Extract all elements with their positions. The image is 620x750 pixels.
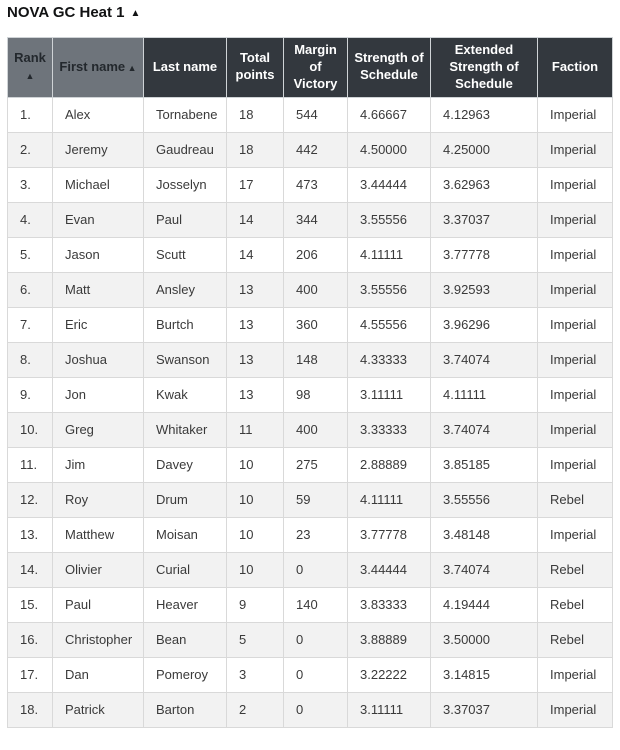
cell-faction: Imperial: [538, 272, 613, 307]
column-label: Last name: [152, 58, 218, 74]
cell-extended-strength-of-schedule: 3.14815: [431, 657, 538, 692]
cell-margin-of-victory: 400: [284, 412, 348, 447]
cell-strength-of-schedule: 3.22222: [348, 657, 431, 692]
cell-last-name: Swanson: [144, 342, 227, 377]
cell-rank: 1.: [8, 97, 53, 132]
column-label: Faction: [551, 58, 599, 74]
cell-total-points: 10: [227, 552, 284, 587]
cell-rank: 17.: [8, 657, 53, 692]
table-row: [8, 132, 613, 167]
cell-strength-of-schedule: 3.44444: [348, 167, 431, 202]
table-row: [8, 657, 613, 692]
cell-total-points: 10: [227, 482, 284, 517]
cell-faction: Imperial: [538, 202, 613, 237]
cell-last-name: Burtch: [144, 307, 227, 342]
cell-last-name: Ansley: [144, 272, 227, 307]
cell-faction: Imperial: [538, 237, 613, 272]
cell-strength-of-schedule: 3.11111: [348, 692, 431, 727]
cell-total-points: 14: [227, 237, 284, 272]
cell-margin-of-victory: 0: [284, 552, 348, 587]
table-row: [8, 167, 613, 202]
cell-first-name: Patrick: [53, 692, 144, 727]
cell-last-name: Scutt: [144, 237, 227, 272]
cell-extended-strength-of-schedule: 3.85185: [431, 447, 538, 482]
table-title-toggle[interactable]: [7, 4, 620, 21]
column-header-total-points[interactable]: [227, 38, 284, 98]
cell-extended-strength-of-schedule: 3.74074: [431, 342, 538, 377]
page-title: NOVA GC Heat 1: [7, 4, 125, 21]
cell-extended-strength-of-schedule: 4.11111: [431, 377, 538, 412]
cell-first-name: Paul: [53, 587, 144, 622]
cell-total-points: 13: [227, 272, 284, 307]
cell-total-points: 13: [227, 342, 284, 377]
cell-strength-of-schedule: 3.77778: [348, 517, 431, 552]
cell-extended-strength-of-schedule: 3.50000: [431, 622, 538, 657]
cell-rank: 9.: [8, 377, 53, 412]
column-header-first-name[interactable]: [53, 38, 144, 98]
cell-first-name: Matt: [53, 272, 144, 307]
table-row: [8, 552, 613, 587]
column-label: Margin of Victory: [293, 42, 338, 91]
column-label: Extended Strength of Schedule: [449, 42, 519, 91]
cell-strength-of-schedule: 3.33333: [348, 412, 431, 447]
cell-extended-strength-of-schedule: 3.92593: [431, 272, 538, 307]
cell-first-name: Alex: [53, 97, 144, 132]
cell-extended-strength-of-schedule: 4.19444: [431, 587, 538, 622]
column-label: First name: [59, 58, 126, 74]
cell-rank: 14.: [8, 552, 53, 587]
cell-strength-of-schedule: 3.55556: [348, 202, 431, 237]
cell-total-points: 14: [227, 202, 284, 237]
cell-faction: Imperial: [538, 377, 613, 412]
cell-first-name: Eric: [53, 307, 144, 342]
cell-strength-of-schedule: 4.11111: [348, 482, 431, 517]
cell-total-points: 17: [227, 167, 284, 202]
cell-margin-of-victory: 148: [284, 342, 348, 377]
cell-faction: Imperial: [538, 657, 613, 692]
table-row: [8, 517, 613, 552]
cell-total-points: 2: [227, 692, 284, 727]
cell-faction: Imperial: [538, 167, 613, 202]
cell-strength-of-schedule: 3.44444: [348, 552, 431, 587]
cell-margin-of-victory: 442: [284, 132, 348, 167]
cell-rank: 11.: [8, 447, 53, 482]
cell-strength-of-schedule: 4.55556: [348, 307, 431, 342]
cell-faction: Rebel: [538, 482, 613, 517]
sort-arrow-icon: ▲: [125, 62, 137, 73]
cell-faction: Rebel: [538, 552, 613, 587]
cell-margin-of-victory: 360: [284, 307, 348, 342]
cell-faction: Rebel: [538, 587, 613, 622]
cell-rank: 18.: [8, 692, 53, 727]
cell-last-name: Tornabene: [144, 97, 227, 132]
cell-strength-of-schedule: 4.50000: [348, 132, 431, 167]
cell-strength-of-schedule: 2.88889: [348, 447, 431, 482]
cell-extended-strength-of-schedule: 3.74074: [431, 412, 538, 447]
cell-last-name: Whitaker: [144, 412, 227, 447]
cell-first-name: Greg: [53, 412, 144, 447]
cell-margin-of-victory: 98: [284, 377, 348, 412]
cell-rank: 13.: [8, 517, 53, 552]
cell-first-name: Jeremy: [53, 132, 144, 167]
cell-first-name: Jon: [53, 377, 144, 412]
header-row: [8, 38, 613, 98]
table-row: [8, 237, 613, 272]
cell-last-name: Curial: [144, 552, 227, 587]
table-row: [8, 447, 613, 482]
cell-margin-of-victory: 206: [284, 237, 348, 272]
cell-rank: 7.: [8, 307, 53, 342]
cell-first-name: Michael: [53, 167, 144, 202]
cell-last-name: Bean: [144, 622, 227, 657]
cell-total-points: 11: [227, 412, 284, 447]
cell-margin-of-victory: 59: [284, 482, 348, 517]
cell-first-name: Roy: [53, 482, 144, 517]
table-row: [8, 587, 613, 622]
cell-last-name: Kwak: [144, 377, 227, 412]
cell-margin-of-victory: 140: [284, 587, 348, 622]
column-header-strength-of-schedule[interactable]: [348, 38, 431, 98]
table-row: [8, 622, 613, 657]
cell-rank: 5.: [8, 237, 53, 272]
cell-first-name: Matthew: [53, 517, 144, 552]
table-body: [8, 97, 613, 727]
cell-last-name: Davey: [144, 447, 227, 482]
cell-first-name: Joshua: [53, 342, 144, 377]
sort-arrow-icon: ▲: [25, 71, 35, 82]
cell-total-points: 10: [227, 517, 284, 552]
cell-rank: 3.: [8, 167, 53, 202]
cell-extended-strength-of-schedule: 3.62963: [431, 167, 538, 202]
cell-faction: Imperial: [538, 342, 613, 377]
cell-extended-strength-of-schedule: 4.12963: [431, 97, 538, 132]
cell-strength-of-schedule: 4.33333: [348, 342, 431, 377]
cell-strength-of-schedule: 3.83333: [348, 587, 431, 622]
cell-margin-of-victory: 0: [284, 657, 348, 692]
cell-extended-strength-of-schedule: 3.48148: [431, 517, 538, 552]
cell-margin-of-victory: 275: [284, 447, 348, 482]
table-row: [8, 412, 613, 447]
cell-first-name: Jim: [53, 447, 144, 482]
cell-first-name: Christopher: [53, 622, 144, 657]
cell-margin-of-victory: 23: [284, 517, 348, 552]
column-header-extended-strength-of-schedule[interactable]: [431, 38, 538, 98]
cell-first-name: Evan: [53, 202, 144, 237]
cell-faction: Imperial: [538, 692, 613, 727]
table-row: [8, 692, 613, 727]
cell-first-name: Olivier: [53, 552, 144, 587]
cell-faction: Imperial: [538, 97, 613, 132]
table-row: [8, 342, 613, 377]
cell-strength-of-schedule: 3.88889: [348, 622, 431, 657]
cell-margin-of-victory: 344: [284, 202, 348, 237]
table-row: [8, 482, 613, 517]
column-label: Strength of Schedule: [354, 50, 424, 83]
cell-total-points: 10: [227, 447, 284, 482]
cell-last-name: Heaver: [144, 587, 227, 622]
table-row: [8, 307, 613, 342]
cell-extended-strength-of-schedule: 3.37037: [431, 202, 538, 237]
cell-total-points: 3: [227, 657, 284, 692]
cell-faction: Imperial: [538, 132, 613, 167]
cell-strength-of-schedule: 4.11111: [348, 237, 431, 272]
standings-table: [7, 37, 613, 728]
cell-faction: Imperial: [538, 307, 613, 342]
cell-total-points: 18: [227, 132, 284, 167]
cell-faction: Imperial: [538, 447, 613, 482]
cell-last-name: Josselyn: [144, 167, 227, 202]
cell-total-points: 13: [227, 377, 284, 412]
cell-rank: 16.: [8, 622, 53, 657]
table-row: [8, 272, 613, 307]
cell-margin-of-victory: 400: [284, 272, 348, 307]
cell-last-name: Pomeroy: [144, 657, 227, 692]
cell-rank: 12.: [8, 482, 53, 517]
column-label: Rank: [14, 50, 46, 66]
cell-extended-strength-of-schedule: 3.74074: [431, 552, 538, 587]
cell-rank: 6.: [8, 272, 53, 307]
cell-last-name: Moisan: [144, 517, 227, 552]
cell-rank: 10.: [8, 412, 53, 447]
cell-rank: 4.: [8, 202, 53, 237]
cell-total-points: 13: [227, 307, 284, 342]
cell-margin-of-victory: 544: [284, 97, 348, 132]
cell-margin-of-victory: 473: [284, 167, 348, 202]
cell-margin-of-victory: 0: [284, 692, 348, 727]
cell-first-name: Jason: [53, 237, 144, 272]
cell-total-points: 5: [227, 622, 284, 657]
cell-total-points: 18: [227, 97, 284, 132]
cell-faction: Rebel: [538, 622, 613, 657]
cell-margin-of-victory: 0: [284, 622, 348, 657]
cell-strength-of-schedule: 3.55556: [348, 272, 431, 307]
cell-extended-strength-of-schedule: 3.55556: [431, 482, 538, 517]
collapse-arrow-icon: ▲: [130, 8, 141, 19]
column-header-faction[interactable]: [538, 38, 613, 98]
cell-rank: 8.: [8, 342, 53, 377]
table-row: [8, 97, 613, 132]
cell-extended-strength-of-schedule: 3.37037: [431, 692, 538, 727]
cell-last-name: Barton: [144, 692, 227, 727]
column-label: Total points: [235, 50, 275, 83]
cell-rank: 15.: [8, 587, 53, 622]
table-row: [8, 202, 613, 237]
column-header-margin-of-victory[interactable]: [284, 38, 348, 98]
cell-strength-of-schedule: 4.66667: [348, 97, 431, 132]
cell-faction: Imperial: [538, 412, 613, 447]
cell-last-name: Gaudreau: [144, 132, 227, 167]
cell-extended-strength-of-schedule: 3.96296: [431, 307, 538, 342]
cell-strength-of-schedule: 3.11111: [348, 377, 431, 412]
cell-last-name: Drum: [144, 482, 227, 517]
cell-total-points: 9: [227, 587, 284, 622]
cell-rank: 2.: [8, 132, 53, 167]
column-header-last-name[interactable]: [144, 38, 227, 98]
cell-extended-strength-of-schedule: 3.77778: [431, 237, 538, 272]
cell-last-name: Paul: [144, 202, 227, 237]
column-header-rank[interactable]: [8, 38, 53, 98]
cell-faction: Imperial: [538, 517, 613, 552]
table-row: [8, 377, 613, 412]
cell-extended-strength-of-schedule: 4.25000: [431, 132, 538, 167]
cell-first-name: Dan: [53, 657, 144, 692]
